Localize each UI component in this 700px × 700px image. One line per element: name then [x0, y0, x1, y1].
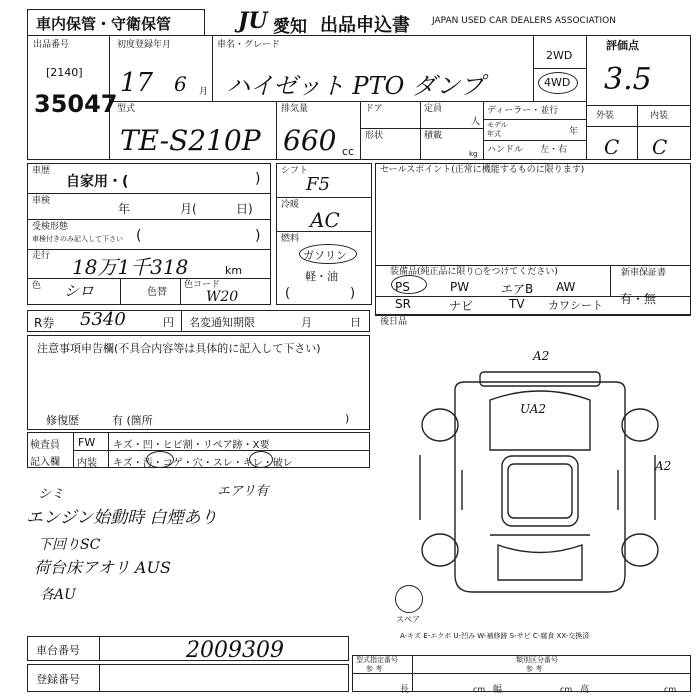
inspection-label: 車検 — [32, 196, 51, 206]
equip-airbag: エアB — [501, 282, 534, 296]
inspection-day-unit: 日) — [236, 202, 253, 216]
inspector-fw: FW — [78, 436, 96, 449]
class-number-ref: 参 考 — [526, 665, 543, 673]
interior-label: 内装 — [650, 111, 669, 121]
registration-label: 登録番号 — [36, 673, 80, 686]
color-code-label: 色コード — [184, 280, 221, 290]
year-unit: 年 — [569, 127, 579, 137]
recycle-amount: 5340 — [80, 309, 126, 330]
name-change-label: 名変通知期限 — [189, 316, 255, 329]
model-code: TE-S210P — [120, 124, 261, 157]
spare-label: スペア — [396, 615, 420, 624]
warranty-value: 有・無 — [620, 292, 657, 306]
model-year-label: モデル — [487, 121, 508, 129]
displacement-unit: cc — [342, 145, 355, 158]
model-year-label-2: 年式 — [487, 130, 501, 138]
history-close: ) — [255, 171, 261, 187]
note-airbag: エアリ有 — [217, 484, 269, 499]
repair-history-close: ) — [345, 412, 350, 425]
type-designation-ref: 参 考 — [366, 665, 383, 673]
scuff-circle — [249, 451, 273, 468]
lot-number-label: 出品番号 — [33, 40, 70, 50]
inspector-exterior-items: キズ・凹・ヒビ割・リペア跡・X要 — [113, 440, 270, 451]
month-unit: 月 — [199, 87, 209, 97]
first-reg-year: 17 — [120, 68, 154, 98]
recycle-label: R券 — [34, 316, 55, 330]
storage-label: 車内保管・守衛保管 — [36, 15, 172, 33]
capacity-label: 定員 — [424, 104, 443, 114]
lot-sub-number: [2140] — [46, 66, 83, 79]
repair-history-value: 有 (箇所 — [112, 414, 153, 427]
equip-aw: AW — [556, 280, 576, 294]
model-label: 型式 — [117, 104, 136, 114]
exterior-grade: C — [604, 135, 620, 159]
fuel-open: ( — [285, 286, 291, 301]
length-label: 長 — [400, 685, 410, 695]
name-change-day: 日 — [350, 316, 361, 329]
color-code: W20 — [206, 289, 239, 305]
damage-ua2-hood: UA2 — [520, 402, 547, 416]
handle-value: 左・右 — [540, 145, 568, 155]
dealer-label: ディーラー・並行 — [487, 106, 559, 116]
damage-a2-side: A2 — [655, 459, 672, 473]
equip-tv: TV — [509, 297, 525, 311]
inspector-interior-label: 内装 — [77, 458, 97, 469]
damage-diagram — [410, 360, 660, 610]
shift-label: シフト — [281, 166, 309, 176]
equip-leather-seat: カワシート — [548, 299, 603, 312]
shift-value: F5 — [306, 174, 330, 195]
chassis-number: 2009309 — [186, 638, 284, 663]
inspector-interior-items: キズ・汚・コゲ・穴・スレ・キレ・破レ — [113, 458, 293, 469]
spare-tire-icon — [395, 585, 423, 613]
mileage-label: 走行 — [32, 251, 51, 261]
width-label: 幅 — [493, 685, 503, 695]
form-close: ) — [255, 228, 261, 244]
history-label: 車歴 — [32, 166, 51, 176]
equip-pw: PW — [450, 280, 470, 294]
mileage-unit: km — [225, 264, 243, 277]
height-unit: cm — [664, 685, 677, 694]
damage-a2-front: A2 — [533, 349, 550, 363]
inspector-entry-label: 記入欄 — [30, 457, 60, 468]
fuel-value: ガソリン — [303, 249, 347, 262]
name-change-month: 月 — [301, 316, 312, 329]
inspection-year-unit: 年 — [118, 202, 131, 216]
recycle-unit: 円 — [163, 316, 174, 329]
fuel-close: ) — [350, 286, 356, 301]
inspection-month-unit: 月( — [180, 202, 197, 216]
capacity-unit: 人 — [471, 117, 481, 127]
form-open: ( — [136, 228, 142, 244]
displacement-label: 排気量 — [281, 104, 309, 114]
inspection-form-label: 受検形態 — [32, 222, 69, 232]
equip-navi: ナビ — [449, 299, 474, 313]
equip-ps: PS — [395, 280, 410, 294]
drive-4wd: 4WD — [544, 76, 571, 89]
type-designation-label: 型式指定番号 — [356, 656, 398, 664]
score-label: 評価点 — [606, 39, 639, 52]
car-name-label: 車名・グレード — [217, 40, 281, 50]
equipment-label: 装備品(純正品に限り○をつけてください) — [390, 267, 558, 277]
first-reg-label: 初度登録年月 — [117, 40, 172, 50]
first-reg-month: 6 — [174, 72, 187, 96]
lot-number: 35047 — [34, 90, 118, 118]
assoc-name-jp: 愛知 — [273, 17, 307, 37]
load-label: 積載 — [424, 131, 443, 141]
mileage-value: 18万1千318 — [72, 255, 189, 279]
note-bed-floor: 荷台床アオリ AUS — [34, 558, 171, 577]
chassis-label: 車台番号 — [36, 644, 80, 657]
fuel-alternative: 軽・油 — [305, 270, 338, 283]
shape-label: 形状 — [365, 131, 384, 141]
inspection-form-note: 車検付きのみ記入して下さい — [32, 235, 123, 243]
damage-legend: A-キズ E-エクボ U-凹み W-補修跡 S-サビ C-腐食 XX-交換済 — [400, 632, 590, 640]
sales-point-label: セールスポイント(正常に機能するものに限ります) — [380, 165, 585, 175]
equip-sr: SR — [395, 297, 411, 311]
notes-label: 注意事項申告欄(不具合内容等は具体的に記入して下さい) — [37, 342, 321, 355]
inspector-label: 検査員 — [30, 440, 60, 451]
displacement: 660 — [283, 124, 337, 157]
note-stain: シミ — [38, 487, 65, 502]
note-underbody: 下回りSC — [38, 537, 101, 553]
aircon-value: AC — [310, 208, 340, 232]
height-label: 高 — [580, 685, 590, 695]
color-change-label: 色替 — [147, 287, 167, 298]
car-name-grade: ハイゼット PTO ダンプ — [226, 72, 485, 100]
class-number-label: 類別区分番号 — [516, 656, 558, 664]
repair-history-label: 修復歴 — [46, 414, 79, 427]
fuel-label: 燃料 — [281, 234, 300, 244]
note-each-au: 各AU — [40, 587, 76, 603]
document-title: 出品申込書 — [320, 15, 410, 36]
aircon-label: 冷暖 — [281, 200, 300, 210]
assoc-name-en: JAPAN USED CAR DEALERS ASSOCIATION — [432, 16, 616, 26]
color-value: シロ — [64, 282, 95, 300]
door-label: ドア — [365, 104, 383, 114]
length-unit: cm — [473, 685, 486, 694]
warranty-label: 新車保証書 — [621, 268, 667, 278]
load-unit: kg — [469, 150, 478, 158]
stain-circle — [146, 451, 174, 468]
later-items-label: 後日品 — [380, 317, 408, 327]
exterior-label: 外装 — [596, 111, 615, 121]
history-value: 自家用・( — [66, 174, 129, 190]
interior-grade: C — [652, 135, 668, 159]
handle-label: ハンドル — [487, 145, 524, 155]
evaluation-score: 3.5 — [604, 62, 652, 97]
ju-logo: JU — [238, 8, 268, 34]
drive-2wd: 2WD — [546, 49, 573, 62]
color-label: 色 — [32, 281, 42, 291]
note-engine-smoke: エンジン始動時 白煙あり — [26, 508, 218, 528]
width-unit: cm — [560, 685, 573, 694]
